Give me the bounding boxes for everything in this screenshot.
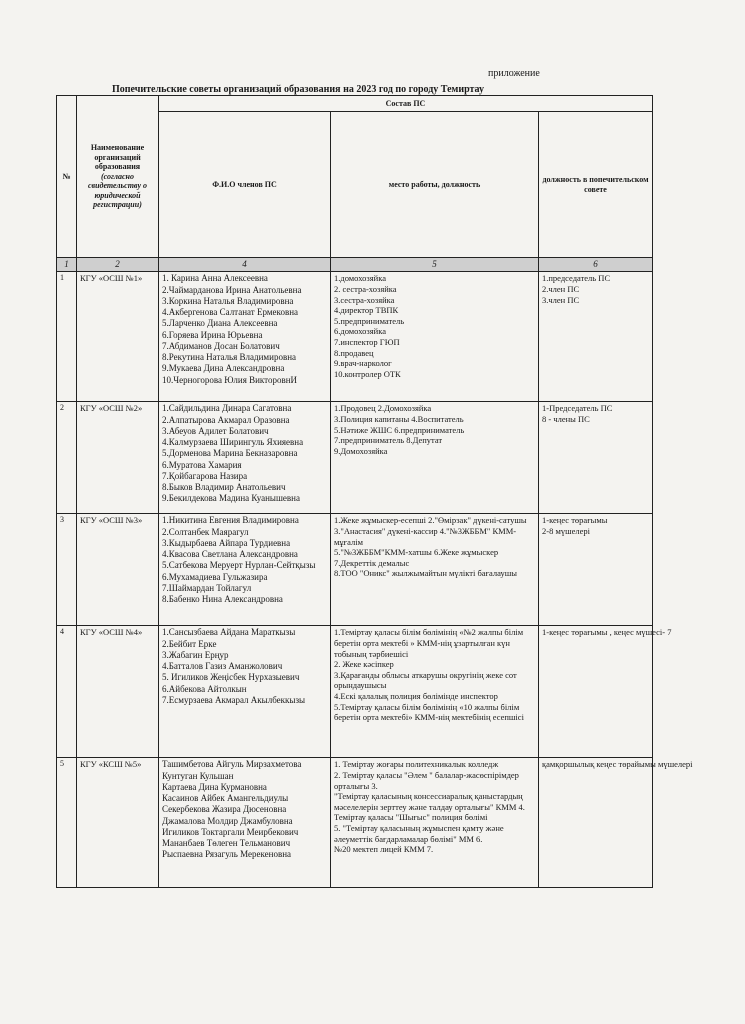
workplace-item: 8.ТОО "Оникс" жылжымайтын мүлікті бағалаушы: [334, 568, 517, 579]
member-name: 3.Коркина Наталья Владимировна: [162, 295, 294, 306]
roles-cell: [539, 626, 672, 758]
workplace-item: 5."№3ЖББМ"КММ-хатшы 6.Жеке жұмыскер 7.Декреттік демалыс: [334, 547, 499, 568]
workplace-item: 9.Домохозяйка: [334, 445, 388, 456]
workplace-item: 3.сестра-хозяйка: [334, 294, 395, 305]
header-composition: Состав ПС: [159, 96, 653, 112]
role-item: 1.председатель ПС: [542, 273, 611, 284]
workplace-item: 4.Ескі қалалық полиция бөлімінде инспектор: [334, 691, 498, 701]
workplace-item: 1. Теміртау жоғары политехникалык колледж: [334, 759, 499, 770]
table-row: [57, 758, 653, 888]
member-name: 6.Муратова Хамария: [162, 459, 242, 470]
role-item: 1-кеңес төрағымы , кеңес мүшесі- 7: [542, 627, 672, 638]
member-name: 2.Чаймарданова Ирина Анатольевна: [162, 284, 302, 295]
member-name: Картаева Дина Курмановна: [162, 781, 267, 792]
member-name: 1.Никитина Евгения Владимировна: [162, 515, 299, 526]
column-number: 2: [77, 258, 159, 272]
member-name: 1.Сайдильдина Динара Сагатовна: [162, 403, 292, 414]
role-item: 1-Председатель ПС: [542, 403, 613, 414]
role-item: 2.член ПС: [542, 283, 580, 294]
organization-name: КГУ «ОСШ №4»: [77, 626, 159, 758]
workplace-item: 9.врач-нарколог: [334, 358, 392, 369]
column-number: 1: [57, 258, 77, 272]
header-workplace: место работы, должность: [331, 112, 539, 258]
workplace-item: "Теміртау қаласының консессиаралық қаныстардың мәселелерін зерттеу және талдау орталығы" КММ 4.: [334, 791, 525, 812]
workplace-item: 5.Теміртау қаласы білім бөлімінің «10 жалпы білім беретін орта мектебі» КММ-нің мектебінің есепшісі: [334, 701, 524, 723]
member-name: 6.Мухамадиева Гульжазира: [162, 571, 268, 582]
member-name: 3.Жабагин Ерңур: [162, 649, 229, 660]
members-cell: [159, 402, 331, 514]
member-name: 5. Игиликов Жеңісбек Нурхазыевич: [162, 672, 300, 683]
workplace-item: 3.Қарағанды облысы аткарушы округінің жеке сот орындаушысы: [334, 669, 517, 691]
organization-name: КГУ «ОСШ №3»: [77, 514, 159, 626]
workplaces-cell: [331, 626, 539, 758]
member-name: 6.Айбекова Айтолкын: [162, 683, 247, 694]
workplaces-cell: [331, 402, 539, 514]
workplaces-cell: [331, 758, 539, 888]
workplace-item: 4.директор ТВПК: [334, 305, 399, 316]
member-name: 2.Солтанбек Маярагул: [162, 526, 249, 537]
workplaces-cell: [331, 514, 539, 626]
workplace-item: 5.предприниматель: [334, 315, 405, 326]
workplace-item: 10.контролер ОТК: [334, 368, 401, 379]
header-org-name: [77, 96, 159, 258]
table-row: [57, 626, 653, 758]
organization-name: КГУ «КСШ №5»: [77, 758, 159, 888]
organization-name: КГУ «ОСШ №1»: [77, 272, 159, 402]
members-cell: [159, 272, 331, 402]
members-cell: [159, 514, 331, 626]
roles-cell: [539, 514, 653, 626]
row-number: 5: [57, 758, 77, 888]
workplace-item: 6.домохозяйка: [334, 326, 386, 337]
member-name: 4.Калмурзаева Ширингуль Яхияевна: [162, 437, 304, 447]
workplace-item: 1.Продовец 2.Домохозяйка: [334, 403, 432, 414]
member-name: Игиликов Токтаргали Меирбекович: [162, 826, 299, 837]
member-name: 4.Батталов Газиз Аманжолович: [162, 661, 283, 671]
column-number: 6: [539, 258, 653, 272]
member-name: 6.Горяева Ирина Юрьевна: [162, 329, 263, 340]
roles-cell: [539, 758, 693, 888]
column-number: 5: [331, 258, 539, 272]
member-name: 1.Сансызбаева Айдана Мараткызы: [162, 627, 296, 638]
role-item: 2-8 мүшелері: [542, 525, 591, 536]
header-position: должность в попечительском совете: [539, 112, 653, 258]
header-fio: Ф.И.О членов ПС: [159, 112, 331, 258]
member-name: 2.Бейбит Ерке: [162, 638, 217, 649]
table-row: [57, 272, 653, 402]
member-name: 8.Рекутина Наталья Владимировна: [162, 352, 297, 362]
workplace-item: 5.Нәтиже ЖШС 6.предприниматель: [334, 424, 465, 435]
role-item: 8 - члены ПС: [542, 413, 590, 424]
row-number: 1: [57, 272, 77, 402]
roles-cell: [539, 272, 653, 402]
role-item: 1-кеңес төрағымы: [542, 515, 608, 526]
member-name: 8.Быков Владимир Анатольевич: [162, 482, 286, 492]
header-org-name-main: Наименование организаций образования: [90, 142, 145, 172]
table-row: [57, 402, 653, 514]
member-name: Касаинов Айбек Амангельдиулы: [162, 793, 289, 803]
workplace-item: 2. сестра-хозяйка: [334, 283, 397, 294]
row-number: 2: [57, 402, 77, 514]
member-name: 7.Есмурзаева Акмарал Акылбеккызы: [162, 694, 306, 705]
member-name: Мананбаев Төлеген Тельманович: [162, 838, 291, 848]
member-name: Джамалова Молдир Джамбуловна: [162, 815, 293, 826]
member-name: 4.Квасова Светлана Александровна: [162, 549, 298, 559]
workplace-item: Теміртау қаласы "Шығыс" полиция бөлімі: [334, 812, 488, 823]
table-row: [57, 514, 653, 626]
document-title: Попечительские советы организаций образования на 2023 год по городу Темиртау: [112, 84, 485, 95]
workplace-item: №20 мектеп лицей КММ 7.: [334, 844, 434, 855]
column-number-row: [57, 258, 653, 272]
member-name: Рыспаевна Рязагуль Мерекеновна: [162, 849, 292, 860]
workplace-item: 2. Жеке кәсіпкер: [334, 659, 394, 670]
member-name: 9.Мукаева Дина Александровна: [162, 363, 285, 374]
workplace-item: 7.инспектор ГЮП: [334, 337, 400, 347]
member-name: 1. Карина Анна Алексеевна: [162, 273, 268, 284]
member-name: 3.Кыдырбаева Айпара Турдиевна: [162, 537, 291, 548]
member-name: 8.Бабенко Нина Александровна: [162, 594, 283, 604]
councils-table: [56, 95, 693, 888]
row-number: 4: [57, 626, 77, 758]
member-name: 2.Алпатырова Акмарал Оразовна: [162, 414, 290, 425]
member-name: 5.Дорменова Марина Бекназаровна: [162, 448, 298, 459]
member-name: Кунтуган Кульшан: [162, 770, 234, 781]
column-number: 4: [159, 258, 331, 272]
workplace-item: 3.Полиция капитаны 4.Воспитатель: [334, 413, 464, 424]
workplace-item: 1.Теміртау қаласы білім бөлімінің «№2 жалпы білім беретін орта мектебі » КММ-нің ұзартылған күн тобының тәрбиешісі: [334, 627, 524, 659]
workplace-item: 5. "Теміртау қаласының жұмыспен қамту және әлеуметтік бағдарламалар бөлімі" ММ 6.: [334, 823, 504, 844]
appendix-label: приложение: [488, 68, 540, 79]
row-number: 3: [57, 514, 77, 626]
member-name: 4.Акбергенова Салтанат Ермековна: [162, 307, 299, 317]
workplace-item: 1.домохозяйка: [334, 273, 386, 284]
member-name: 5.Ларченко Диана Алексеевна: [162, 318, 278, 329]
header-org-name-note: (согласно свидетельству о юридической регистрации): [87, 171, 148, 210]
member-name: 9.Бекилдекова Мадина Куанышевна: [162, 493, 300, 504]
member-name: 10.Черногорова Юлия ВикторовнИ: [162, 374, 298, 385]
member-name: Секербекова Жазира Дюсеновна: [162, 804, 287, 815]
header-no: №: [57, 96, 77, 258]
workplace-item: 2. Теміртау қаласы "Әлем " балалар-жасөспірімдер орталығы 3.: [334, 769, 519, 791]
role-item: қамқоршылық кеңес төрайымы мүшелері: [542, 759, 693, 770]
workplace-item: 1.Жеке жұмыскер-есепші 2."Өмірзак" дүкені-сатушы 3."Анастасия" дүкені-кассир 4."№3ЖББМ" КММ-мұғалім: [334, 515, 527, 547]
organization-name: КГУ «ОСШ №2»: [77, 402, 159, 514]
member-name: 5.Сатбекова Меруерт Нурлан-Сейтқызы: [162, 560, 316, 571]
workplace-item: 7.предприниматель 8.Депутат: [334, 435, 443, 446]
roles-cell: [539, 402, 653, 514]
member-name: 7.Шаймардан Тойлагул: [162, 582, 252, 593]
workplace-item: 8.продавец: [334, 347, 374, 358]
role-item: 3.член ПС: [542, 294, 580, 305]
member-name: 7.Абдиманов Досан Болатович: [162, 340, 280, 351]
members-cell: [159, 758, 331, 888]
members-cell: [159, 626, 331, 758]
member-name: 7.Қойбагарова Назира: [162, 470, 248, 481]
workplaces-cell: [331, 272, 539, 402]
member-name: 3.Абеуов Адилет Болатович: [162, 425, 269, 436]
member-name: Ташимбетова Айгуль Мирзахметова: [162, 759, 302, 770]
